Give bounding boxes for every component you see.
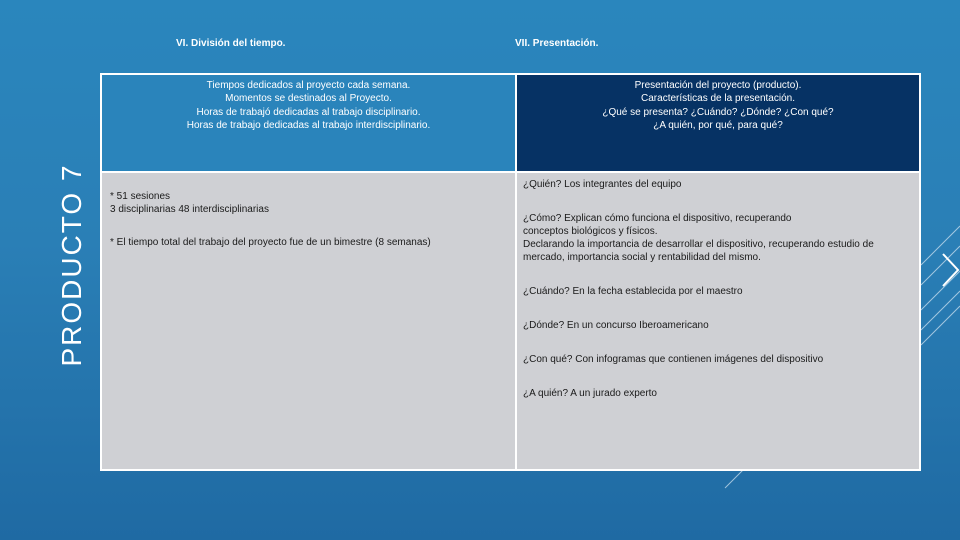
como-line: conceptos biológicos y físicos.	[523, 226, 658, 237]
body-left-cell	[102, 171, 515, 469]
con-que-line: ¿Con qué? Con infogramas que contienen imágenes del dispositivo	[523, 354, 824, 365]
como-line: Declarando la importancia de desarrollar el dispositivo, recuperando estudio de	[523, 239, 874, 250]
header-right-line: Características de la presentación.	[641, 93, 795, 105]
heading-presentacion: VII. Presentación.	[515, 38, 599, 49]
side-title: PRODUCTO 7	[56, 163, 87, 367]
content-table	[100, 73, 921, 471]
sessions-breakdown-line: 3 disciplinarias 48 interdisciplinarias	[110, 204, 269, 215]
chevron-right-icon	[943, 254, 958, 286]
total-time-line: * El tiempo total del trabajo del proyecto fue de un bimestre (8 semanas)	[110, 237, 431, 248]
header-left-line: Momentos se destinados al Proyecto.	[225, 93, 392, 105]
header-right-cell	[515, 75, 919, 171]
header-left-line: Tiempos dedicados al proyecto cada semana.	[206, 80, 411, 91]
header-left-line: Horas de trabajo dedicadas al trabajo interdisciplinario.	[186, 119, 431, 131]
header-left-cell	[102, 75, 515, 171]
header-right-line: Presentación del proyecto (producto).	[634, 80, 802, 91]
body-right-cell	[515, 171, 919, 469]
donde-line: ¿Dónde? En un concurso Iberoamericano	[523, 320, 709, 331]
cuando-line: ¿Cuándo? En la fecha establecida por el maestro	[523, 286, 743, 297]
header-left-line: Horas de trabajó dedicadas al trabajo disciplinario.	[196, 106, 421, 118]
a-quien-line: ¿A quién? A un jurado experto	[523, 388, 657, 399]
header-right-line: ¿A quién, por qué, para qué?	[653, 119, 783, 131]
como-line: ¿Cómo? Explican cómo funciona el dispositivo, recuperando	[523, 213, 792, 224]
sessions-line: * 51 sesiones	[110, 191, 171, 202]
quien-line: ¿Quién? Los integrantes del equipo	[523, 179, 682, 190]
como-line: mercado, importancia social y rentabilidad del mismo.	[523, 252, 761, 263]
header-right-line: ¿Qué se presenta? ¿Cuándo? ¿Dónde? ¿Con qué?	[602, 106, 834, 118]
heading-division-tiempo: VI. División del tiempo.	[176, 38, 286, 49]
